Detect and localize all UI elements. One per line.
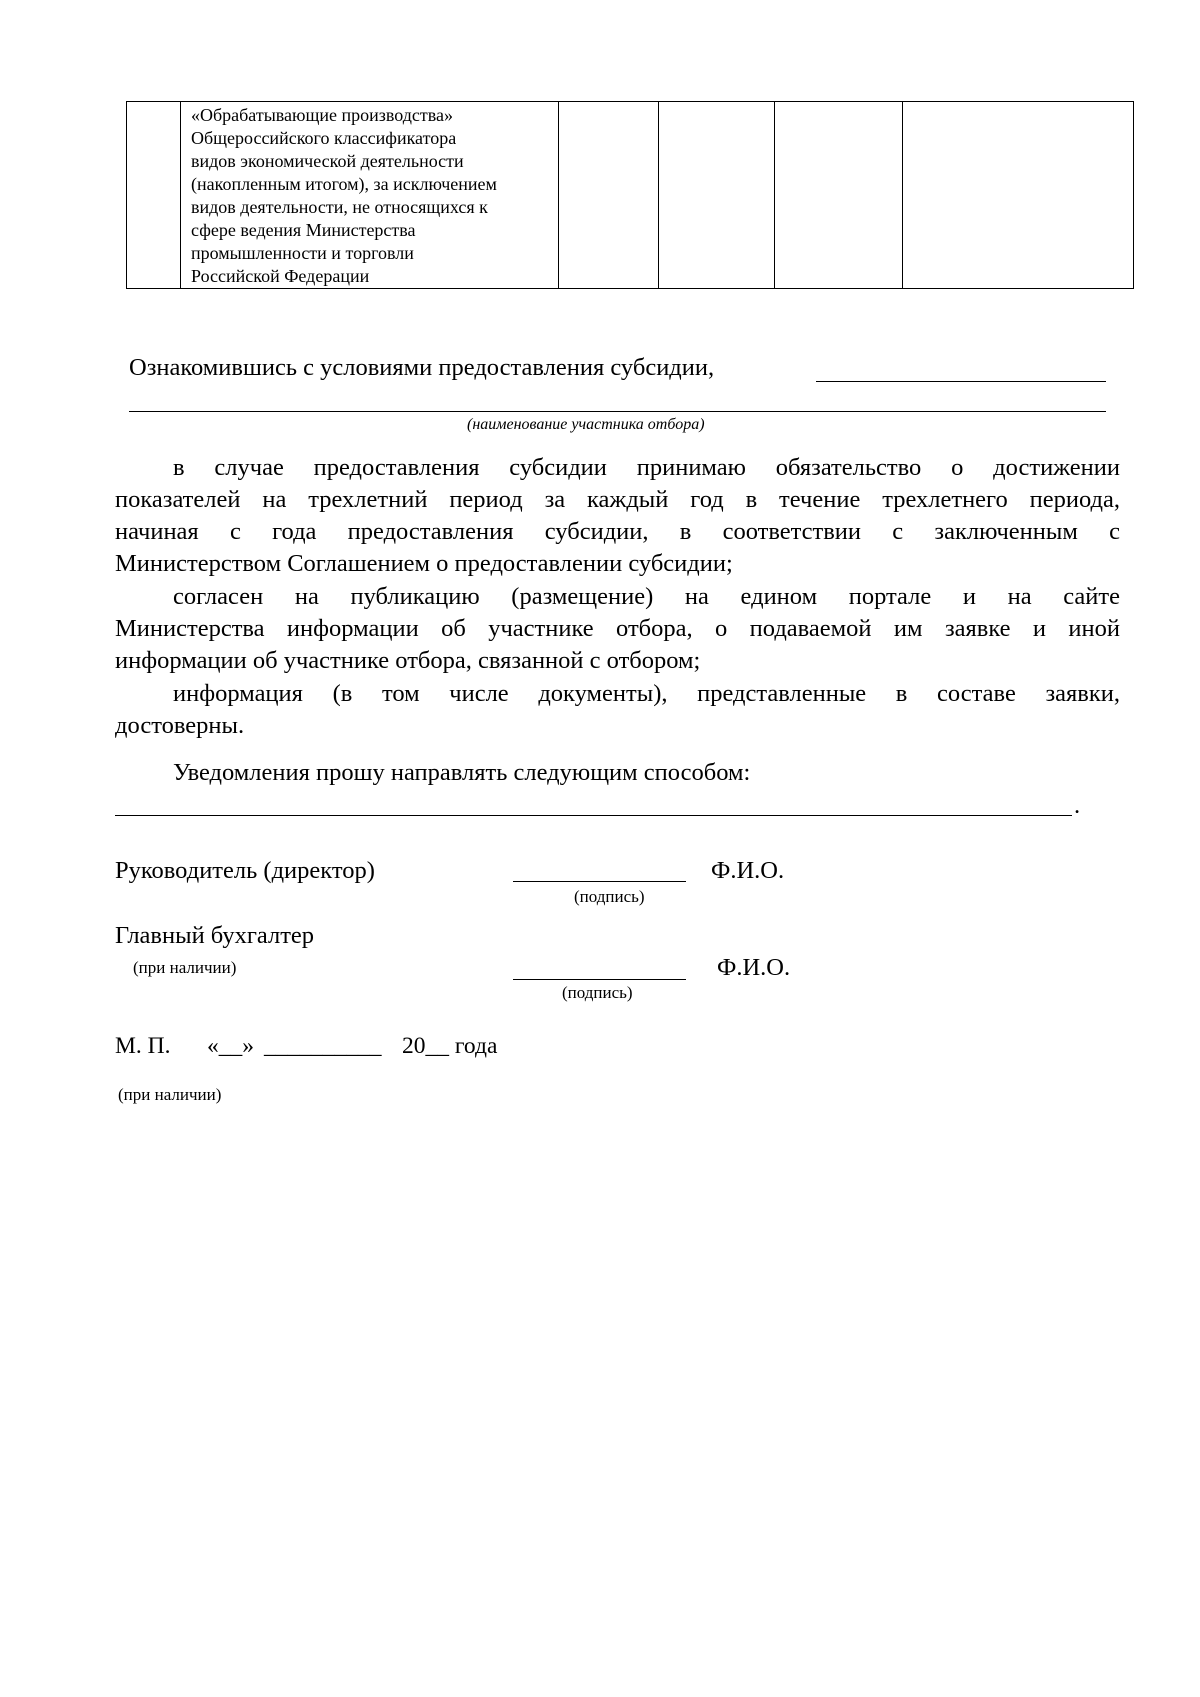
description-line: сфере ведения Министерства bbox=[191, 220, 416, 240]
accountant-signature-caption: (подпись) bbox=[562, 983, 633, 1002]
description-line: Российской Федерации bbox=[191, 266, 370, 286]
publication-line-2: Министерства информации об участнике отбора, о подаваемой им заявке и иной bbox=[115, 615, 1120, 642]
accountant-fio: Ф.И.О. bbox=[717, 954, 791, 981]
table-row bbox=[127, 102, 1134, 289]
director-fio: Ф.И.О. bbox=[711, 857, 785, 884]
publication-line-3: информации об участнике отбора, связанной с отбором; bbox=[115, 647, 701, 674]
description-line: «Обрабатывающие производства» bbox=[191, 105, 453, 125]
notification-end-dot: . bbox=[1074, 792, 1081, 819]
obligation-line-2: показателей на трехлетний период за каждый год в течение трехлетнего периода, bbox=[115, 486, 1120, 513]
participant-caption: (наименование участника отбора) bbox=[467, 416, 705, 433]
obligation-line-4: Министерством Соглашением о предоставлении субсидии; bbox=[115, 550, 733, 577]
table-cell-empty bbox=[903, 102, 1134, 289]
accountant-label: Главный бухгалтер bbox=[115, 922, 315, 949]
obligation-line-1: в случае предоставления субсидии принимаю обязательство о достижении bbox=[173, 454, 1120, 481]
description-line: Общероссийского классификатора bbox=[191, 128, 457, 148]
indicators-table-fragment bbox=[126, 101, 1134, 289]
date-day: «__» bbox=[207, 1033, 254, 1059]
table-cell-empty bbox=[659, 102, 775, 289]
table-cell-description bbox=[181, 102, 559, 289]
participant-name-blank-2 bbox=[129, 411, 1106, 412]
notification-method-blank bbox=[115, 815, 1072, 816]
director-signature-blank bbox=[513, 881, 686, 882]
obligation-line-3: начиная с года предоставления субсидии, в соответствии с заключенным с bbox=[115, 518, 1120, 545]
description-line: (накопленным итогом), за исключением bbox=[191, 174, 497, 194]
director-label: Руководитель (директор) bbox=[115, 857, 375, 884]
table-cell-number bbox=[127, 102, 181, 289]
accountant-note: (при наличии) bbox=[133, 958, 237, 977]
table-cell-empty bbox=[559, 102, 659, 289]
publication-line-1: согласен на публикацию (размещение) на едином портале и на сайте bbox=[173, 583, 1120, 610]
director-signature-caption: (подпись) bbox=[574, 887, 645, 906]
description-line: видов экономической деятельности bbox=[191, 151, 464, 171]
date-month-blank: __________ bbox=[264, 1033, 382, 1059]
date-year: 20__ года bbox=[402, 1033, 498, 1059]
consent-intro: Ознакомившись с условиями предоставления субсидии, bbox=[129, 354, 715, 381]
description-line: видов деятельности, не относящихся к bbox=[191, 197, 488, 217]
table-cell-empty bbox=[775, 102, 903, 289]
reliability-line-2: достоверны. bbox=[115, 712, 245, 739]
reliability-line-1: информация (в том числе документы), представленные в составе заявки, bbox=[173, 680, 1120, 707]
stamp-note: (при наличии) bbox=[118, 1085, 222, 1104]
description-line: промышленности и торговли bbox=[191, 243, 414, 263]
accountant-signature-blank bbox=[513, 979, 686, 980]
participant-name-blank bbox=[816, 381, 1106, 382]
notification-text: Уведомления прошу направлять следующим способом: bbox=[173, 759, 751, 786]
stamp-label: М. П. bbox=[115, 1033, 171, 1059]
